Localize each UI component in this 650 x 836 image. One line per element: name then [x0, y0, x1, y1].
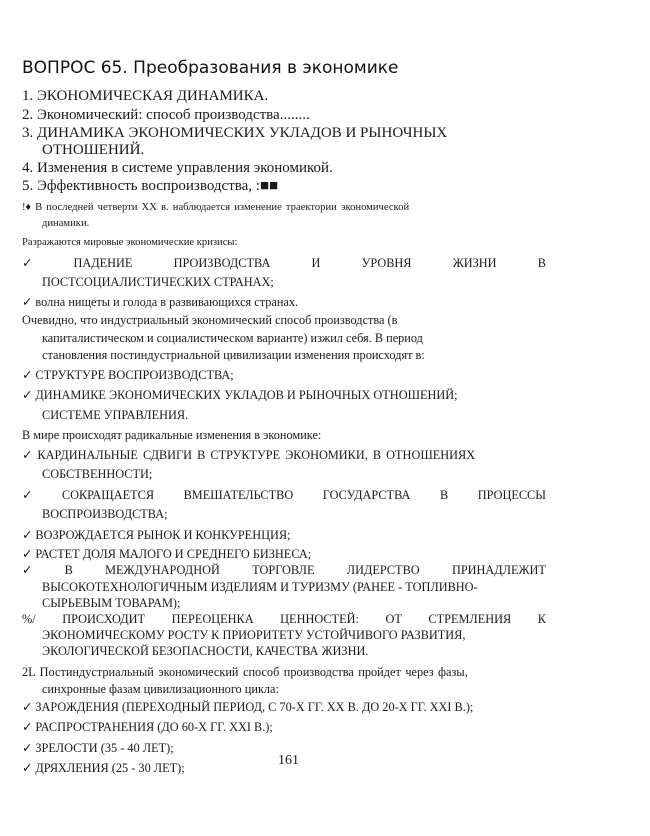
reduce-word: ПРОЦЕССЫ: [477, 488, 546, 502]
change-management: СИСТЕМЕ УПРАВЛЕНИЯ.: [42, 408, 189, 422]
revive-line: ✓ ВОЗРОЖДАЕТСЯ РЫНОК И КОНКУРЕНЦИЯ;: [22, 528, 291, 542]
fall-word: В: [537, 256, 546, 270]
toc-item-2: 2. Экономический: способ производства........: [22, 107, 310, 123]
change-structure: ✓ СТРУКТУРЕ ВОСПРОИЗВОДСТВА;: [22, 368, 234, 382]
values-word: К: [537, 612, 546, 626]
fall-word: ПРОИЗВОДСТВА: [173, 256, 271, 270]
toc-item-4: 4. Изменения в системе управления экономикой.: [22, 160, 333, 176]
reduce-line-1: [22, 488, 546, 503]
crises-header: Разражаются мировые экономические кризисы:: [22, 237, 238, 248]
values-line-1: [22, 612, 546, 627]
phase-spread: ✓ РАСПРОСТРАНЕНИЯ (ДО 60-Х ГГ. XXI В.);: [22, 720, 273, 734]
reduce-line-2: ВОСПРОИЗВОДСТВА;: [42, 507, 168, 521]
cardinal-line-2: СОБСТВЕННОСТИ;: [42, 467, 153, 481]
phase-decay: ✓ ДРЯХЛЕНИЯ (25 - 30 ЛЕТ);: [22, 761, 185, 775]
page-title: ВОПРОС 65. Преобразования в экономике: [22, 58, 399, 78]
values-word: СТРЕМЛЕНИЯ: [428, 612, 512, 626]
trade-word: ТОРГОВЛЕ: [252, 563, 315, 577]
radical-header: В мире происходят радикальные изменения в экономике:: [22, 428, 322, 442]
phases-line-2: синхронные фазам цивилизационного цикла:: [42, 682, 279, 696]
fall-line-2: ПОСТСОЦИАЛИСТИЧЕСКИХ СТРАНАХ;: [42, 275, 274, 289]
trade-word: ПРИНАДЛЕЖИТ: [451, 563, 546, 577]
phases-line-1: 2L Постиндустриальный экономический способ производства пройдет через фазы,: [22, 665, 468, 679]
trade-line-2: ВЫСОКОТЕХНОЛОГИЧНЫМ ИЗДЕЛИЯМ И ТУРИЗМУ (РАНЕЕ - ТОПЛИВНО-: [42, 580, 478, 594]
toc-item-5: 5. Эффективность воспроизводства, :■■: [22, 178, 279, 194]
values-line-3: ЭКОЛОГИЧЕСКОЙ БЕЗОПАСНОСТИ, КАЧЕСТВА ЖИЗНИ.: [42, 644, 369, 658]
trade-word: ЛИДЕРСТВО: [346, 563, 420, 577]
trade-word: ✓: [22, 563, 33, 577]
cardinal-line-1: ✓ КАРДИНАЛЬНЫЕ СДВИГИ В СТРУКТУРЕ ЭКОНОМИКИ, В ОТНОШЕНИЯХ: [22, 448, 476, 462]
intro-line-1: !♦ В последней четверти XX в. наблюдается изменение траектории экономической: [22, 202, 410, 213]
values-word: ПЕРЕОЦЕНКА: [171, 612, 254, 626]
fall-word: ПАДЕНИЕ: [73, 256, 133, 270]
fall-word: ЖИЗНИ: [452, 256, 497, 270]
phase-origin: ✓ ЗАРОЖДЕНИЯ (ПЕРЕХОДНЫЙ ПЕРИОД, С 70-Х ГГ. XX В. ДО 20-Х ГГ. XXI В.);: [22, 700, 474, 714]
toc-item-3-cont: ОТНОШЕНИЙ.: [42, 142, 145, 158]
change-dynamics: ✓ ДИНАМИКЕ ЭКОНОМИЧЕСКИХ УКЛАДОВ И РЫНОЧНЫХ ОТНОШЕНИЙ;: [22, 388, 458, 402]
values-word: ОТ: [385, 612, 402, 626]
poverty-line: ✓ волна нищеты и голода в развивающихся странах.: [22, 295, 299, 309]
values-word: %/: [22, 612, 36, 626]
values-word: ПРОИСХОДИТ: [62, 612, 146, 626]
page-number: 161: [278, 753, 299, 768]
trade-word: В: [64, 563, 73, 577]
reduce-word: ✓: [22, 488, 33, 502]
toc-item-1: 1. ЭКОНОМИЧЕСКАЯ ДИНАМИКА.: [22, 88, 269, 104]
values-line-2: ЭКОНОМИЧЕСКОМУ РОСТУ К ПРИОРИТЕТУ УСТОЙЧИВОГО РАЗВИТИЯ,: [42, 628, 466, 642]
toc-item-3: 3. ДИНАМИКА ЭКОНОМИЧЕСКИХ УКЛАДОВ И РЫНОЧНЫХ: [22, 125, 448, 141]
intro-line-2: динамики.: [42, 218, 90, 229]
values-word: ЦЕННОСТЕЙ:: [280, 612, 359, 626]
phase-maturity: ✓ ЗРЕЛОСТИ (35 - 40 ЛЕТ);: [22, 741, 174, 755]
fall-word: ✓: [22, 256, 33, 270]
industrial-line-1: Очевидно, что индустриальный экономический способ производства (в: [22, 313, 398, 327]
grows-line: ✓ РАСТЕТ ДОЛЯ МАЛОГО И СРЕДНЕГО БИЗНЕСА;: [22, 547, 312, 561]
fall-line-1: [22, 256, 546, 271]
industrial-line-3: становления постиндустриальной цивилизации изменения происходят в:: [42, 348, 425, 362]
fall-word: И: [311, 256, 321, 270]
reduce-word: ГОСУДАРСТВА: [322, 488, 411, 502]
reduce-word: СОКРАЩАЕТСЯ: [61, 488, 155, 502]
trade-line-1: [22, 563, 546, 578]
trade-word: МЕЖДУНАРОДНОЙ: [105, 563, 220, 577]
fall-word: УРОВНЯ: [361, 256, 412, 270]
industrial-line-2: капиталистическом и социалистическом варианте) изжил себя. В период: [42, 331, 423, 345]
reduce-word: ВМЕШАТЕЛЬСТВО: [183, 488, 294, 502]
reduce-word: В: [439, 488, 449, 502]
trade-line-3: СЫРЬЕВЫМ ТОВАРАМ);: [42, 596, 181, 610]
